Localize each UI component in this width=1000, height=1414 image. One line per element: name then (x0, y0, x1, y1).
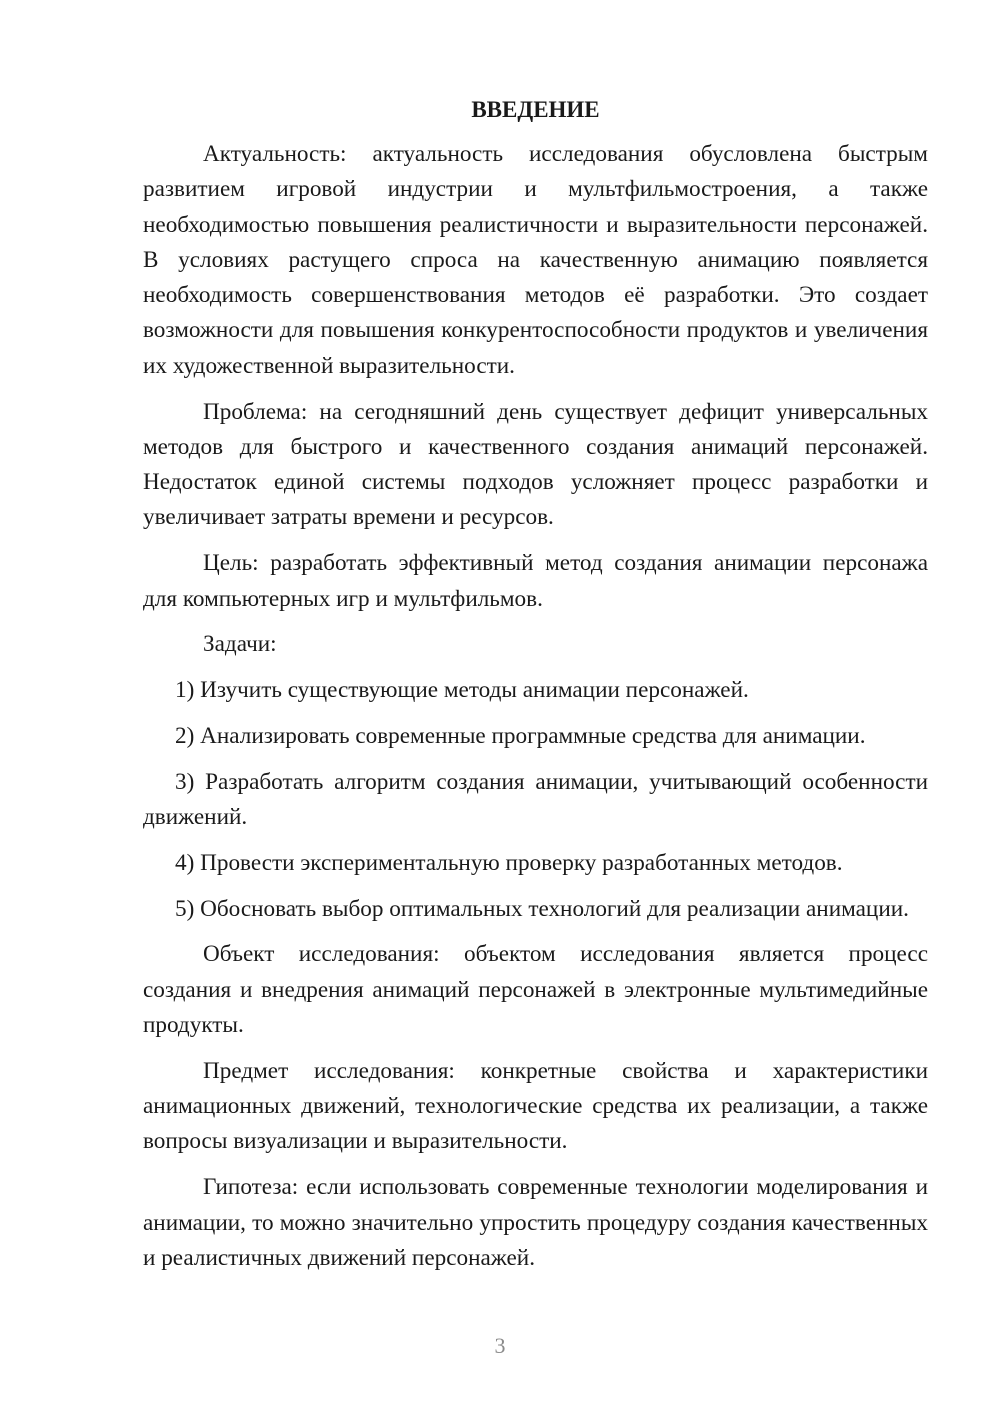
document-page (143, 95, 928, 1287)
paragraph-subject: Предмет исследования: конкретные свойства и характеристики анимационных движений, технологические средства их реализации, а также вопросы визуализации и выразительности. (143, 1057, 928, 1155)
paragraph-object: Объект исследования: объектом исследования является процесс создания и внедрения анимаций персонажей в электронные мультимедийные продукты. (143, 941, 928, 1039)
paragraph-hypothesis: Гипотеза: если использовать современные технологии моделирования и анимации, то можно значительно упростить процедуру создания качественных и реалистичных движений персонажей. (143, 1174, 928, 1271)
task-item: 3) Разработать алгоритм создания анимации, учитывающий особенности движений. (143, 768, 928, 831)
paragraph-problem: Проблема: на сегодняшний день существует дефицит универсальных методов для быстрого и качественного создания анимаций персонажей. Недостаток единой системы подходов усложняет процесс разработки и увеличивает затраты времени и ресурсов. (143, 398, 928, 531)
task-item: 1) Изучить существующие методы анимации персонажей. (175, 677, 749, 704)
task-item: 5) Обосновать выбор оптимальных технологий для реализации анимации. (175, 895, 909, 922)
paragraph-relevance: Актуальность: актуальность исследования обусловлена быстрым развитием игровой индустрии и мультфильмостроения, а также необходимостью повышения реалистичности и выразительности персонажей. В условиях растущего спроса на качественную анимацию появляется необходимость совершенствования методов её разработки. Это создает возможности для повышения конкурентоспособности продуктов и увеличения их художественной выразительности. (143, 141, 928, 379)
task-item: 2) Анализировать современные программные средства для анимации. (175, 722, 866, 749)
page-title: ВВЕДЕНИЕ (471, 97, 600, 122)
paragraph-tasks-heading: Задачи: (203, 631, 277, 658)
task-item: 4) Провести экспериментальную проверку разработанных методов. (175, 849, 843, 876)
page-number: 3 (494, 1333, 506, 1358)
paragraph-goal: Цель: разработать эффективный метод создания анимации персонажа для компьютерных игр и мультфильмов. (143, 550, 928, 612)
